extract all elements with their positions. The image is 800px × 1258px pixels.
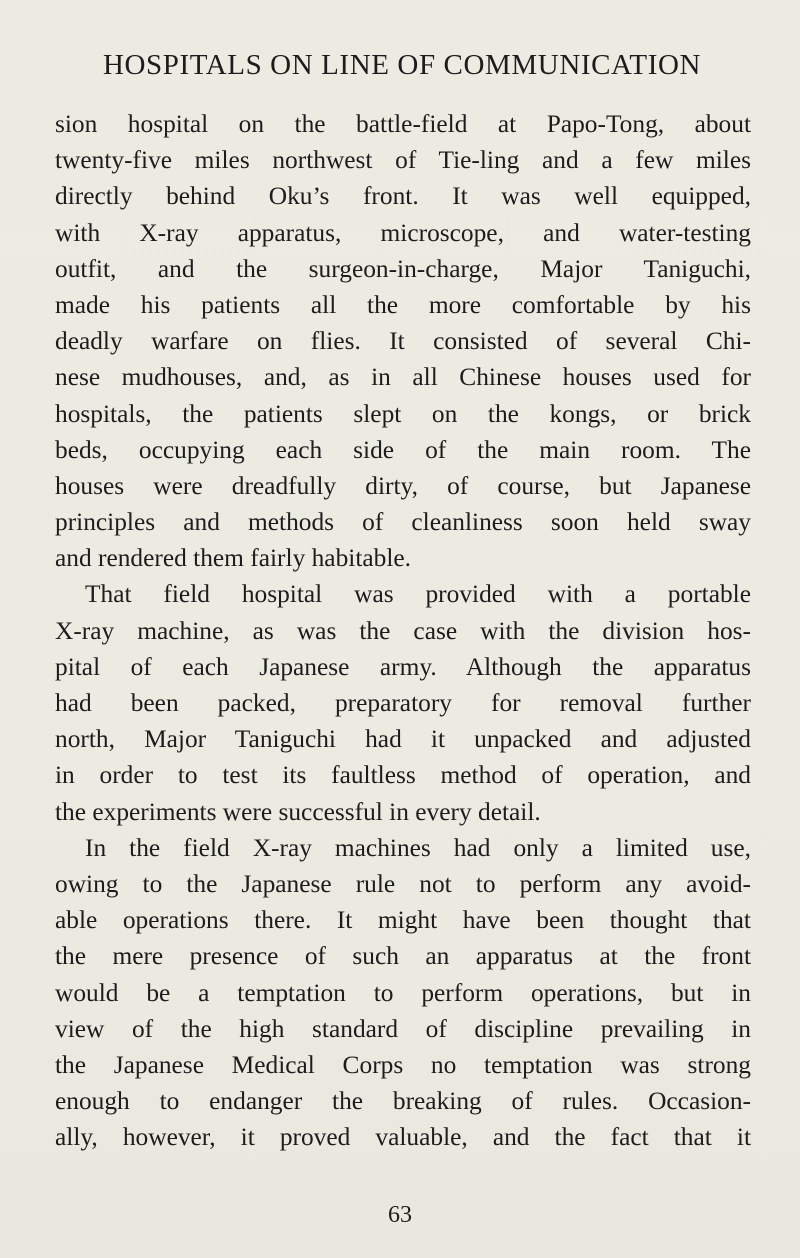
text-line: In the field X-ray machines had only a limited use,	[85, 833, 751, 862]
body-text	[55, 106, 751, 1155]
text-line: would be a temptation to perform operations, but in	[55, 978, 751, 1007]
text-line: X-ray machine, as was the case with the division hos-	[55, 616, 751, 645]
text-line: able operations there. It might have been thought that	[55, 906, 751, 935]
page-number: 63	[388, 1202, 412, 1228]
text-line: the mere presence of such an apparatus at the front	[55, 942, 751, 971]
text-line: twenty-five miles northwest of Tie-ling and a few miles	[55, 146, 751, 175]
text-line: enough to endanger the breaking of rules. Occasion-	[55, 1087, 751, 1116]
text-line: the experiments were successful in every detail.	[55, 797, 541, 826]
text-line: outfit, and the surgeon-in-charge, Major Taniguchi,	[55, 254, 751, 283]
text-line: view of the high standard of discipline prevailing in	[55, 1014, 751, 1043]
text-line: deadly warfare on flies. It consisted of several Chi-	[55, 327, 751, 356]
text-line: with X-ray apparatus, microscope, and water-testing	[55, 218, 751, 247]
text-line: owing to the Japanese rule not to perform any avoid-	[55, 869, 751, 898]
text-line: pital of each Japanese army. Although the apparatus	[55, 652, 751, 681]
text-line: north, Major Taniguchi had it unpacked and adjusted	[55, 725, 751, 754]
text-line: sion hospital on the battle-field at Papo-Tong, about	[55, 110, 751, 138]
text-line: the Japanese Medical Corps no temptation was strong	[55, 1050, 751, 1079]
text-line: directly behind Oku’s front. It was well equipped,	[55, 182, 751, 211]
text-line: beds, occupying each side of the main room. The	[55, 435, 751, 464]
text-line: principles and methods of cleanliness soon held sway	[55, 508, 751, 537]
text-line: ally, however, it proved valuable, and the fact that it	[55, 1123, 751, 1152]
text-line: That field hospital was provided with a portable	[85, 580, 751, 609]
text-line: had been packed, preparatory for removal further	[55, 689, 751, 717]
text-line: houses were dreadfully dirty, of course, but Japanese	[55, 471, 751, 500]
text-line: nese mudhouses, and, as in all Chinese houses used for	[55, 363, 751, 392]
text-line: in order to test its faultless method of operation, and	[55, 761, 751, 790]
text-line: made his patients all the more comfortable by his	[55, 290, 751, 319]
running-head: HOSPITALS ON LINE OF COMMUNICATION	[102, 49, 702, 81]
text-line: hospitals, the patients slept on the kongs, or brick	[55, 399, 751, 428]
text-line: and rendered them fairly habitable.	[55, 544, 412, 573]
